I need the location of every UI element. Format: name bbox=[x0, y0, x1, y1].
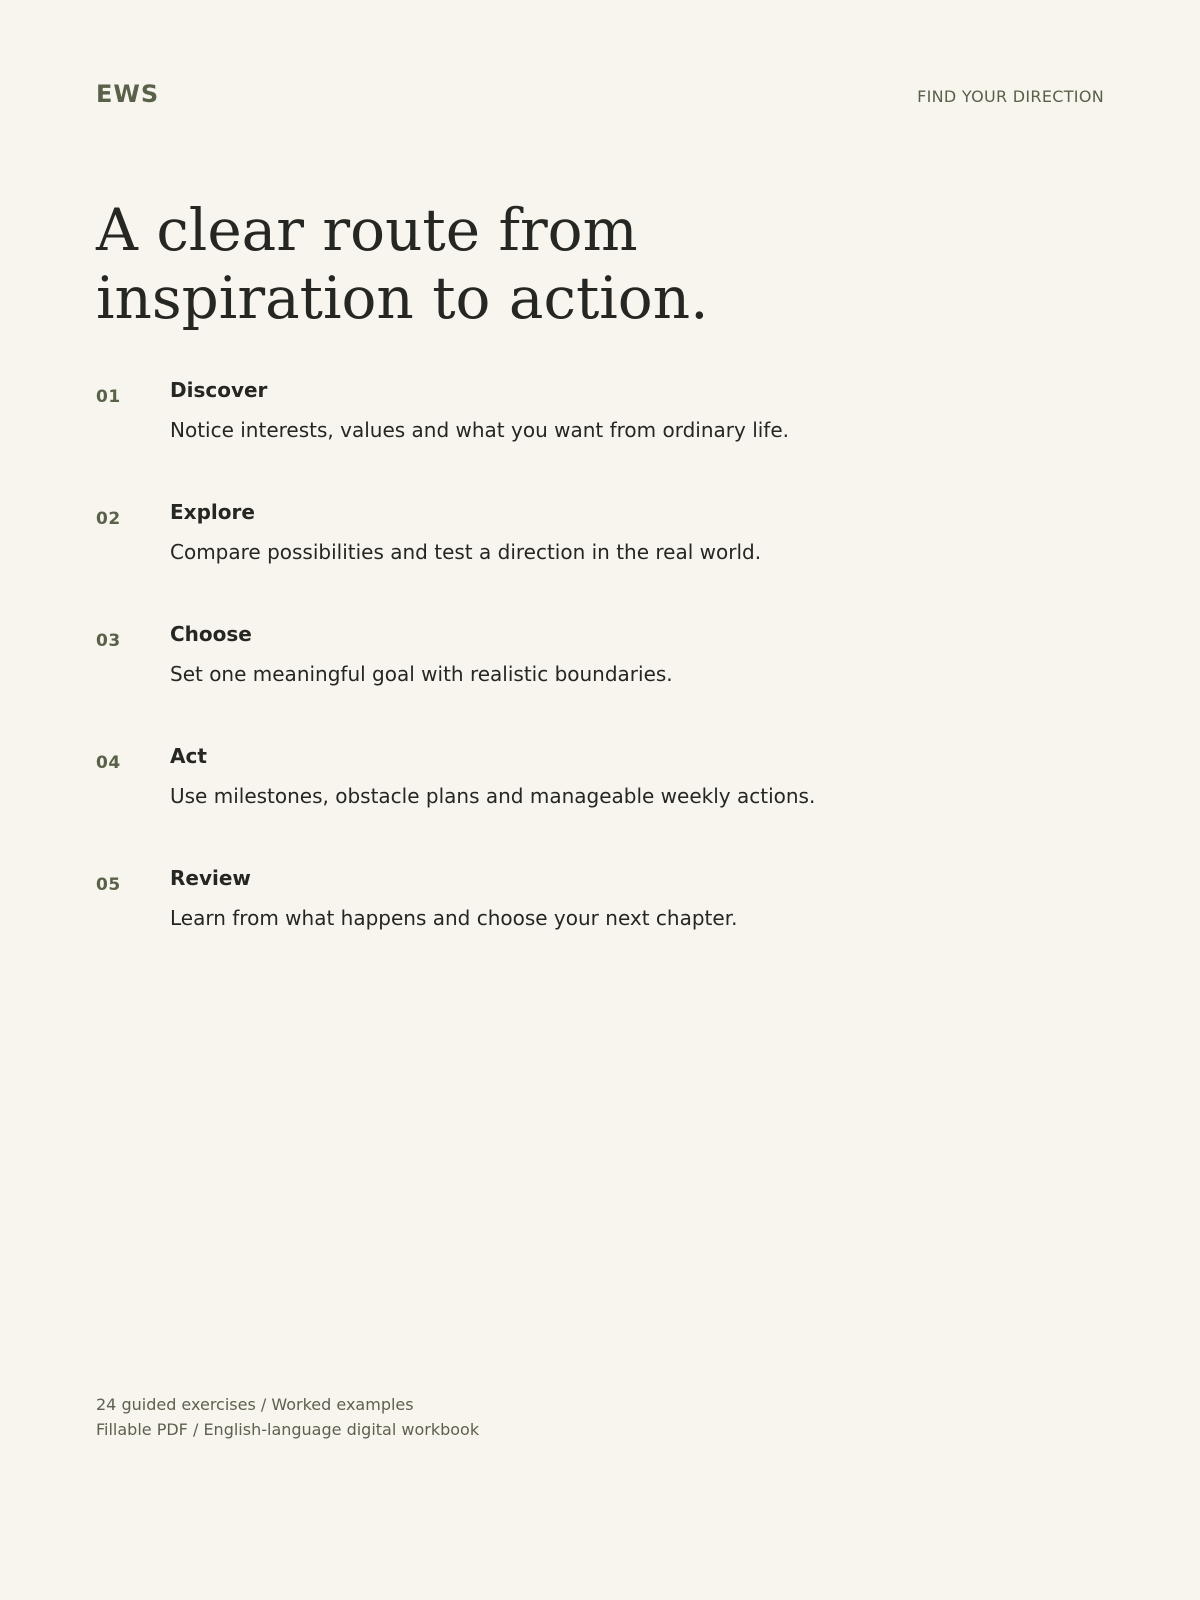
step-title: Review bbox=[170, 866, 251, 890]
page-title bbox=[96, 196, 896, 332]
brand-logo: EWS bbox=[96, 80, 160, 108]
step-description: Set one meaningful goal with realistic boundaries. bbox=[170, 662, 673, 686]
step-title: Choose bbox=[170, 622, 252, 646]
step-description: Notice interests, values and what you want from ordinary life. bbox=[170, 418, 790, 442]
step-title: Discover bbox=[170, 378, 268, 402]
step-number: 01 bbox=[96, 387, 121, 407]
step-item-explore bbox=[96, 502, 1056, 624]
step-number: 04 bbox=[96, 753, 121, 773]
step-title: Act bbox=[170, 744, 207, 768]
tagline: FIND YOUR DIRECTION bbox=[917, 87, 1104, 106]
page-title-line-2: inspiration to action. bbox=[96, 264, 709, 332]
steps-list bbox=[96, 380, 1056, 990]
footer-line-exercises: 24 guided exercises / Worked examples bbox=[96, 1395, 414, 1414]
step-number: 05 bbox=[96, 875, 121, 895]
step-item-discover bbox=[96, 380, 1056, 502]
step-number: 02 bbox=[96, 509, 121, 529]
step-item-choose bbox=[96, 624, 1056, 746]
footer-line-format: Fillable PDF / English-language digital workbook bbox=[96, 1420, 480, 1439]
footer-details bbox=[96, 1392, 479, 1442]
step-title: Explore bbox=[170, 500, 255, 524]
step-description: Compare possibilities and test a direction in the real world. bbox=[170, 540, 762, 564]
step-item-review bbox=[96, 868, 1056, 990]
step-description: Use milestones, obstacle plans and manageable weekly actions. bbox=[170, 784, 816, 808]
step-description: Learn from what happens and choose your next chapter. bbox=[170, 906, 738, 930]
step-number: 03 bbox=[96, 631, 121, 651]
page-title-line-1: A clear route from bbox=[96, 196, 638, 264]
step-item-act bbox=[96, 746, 1056, 868]
